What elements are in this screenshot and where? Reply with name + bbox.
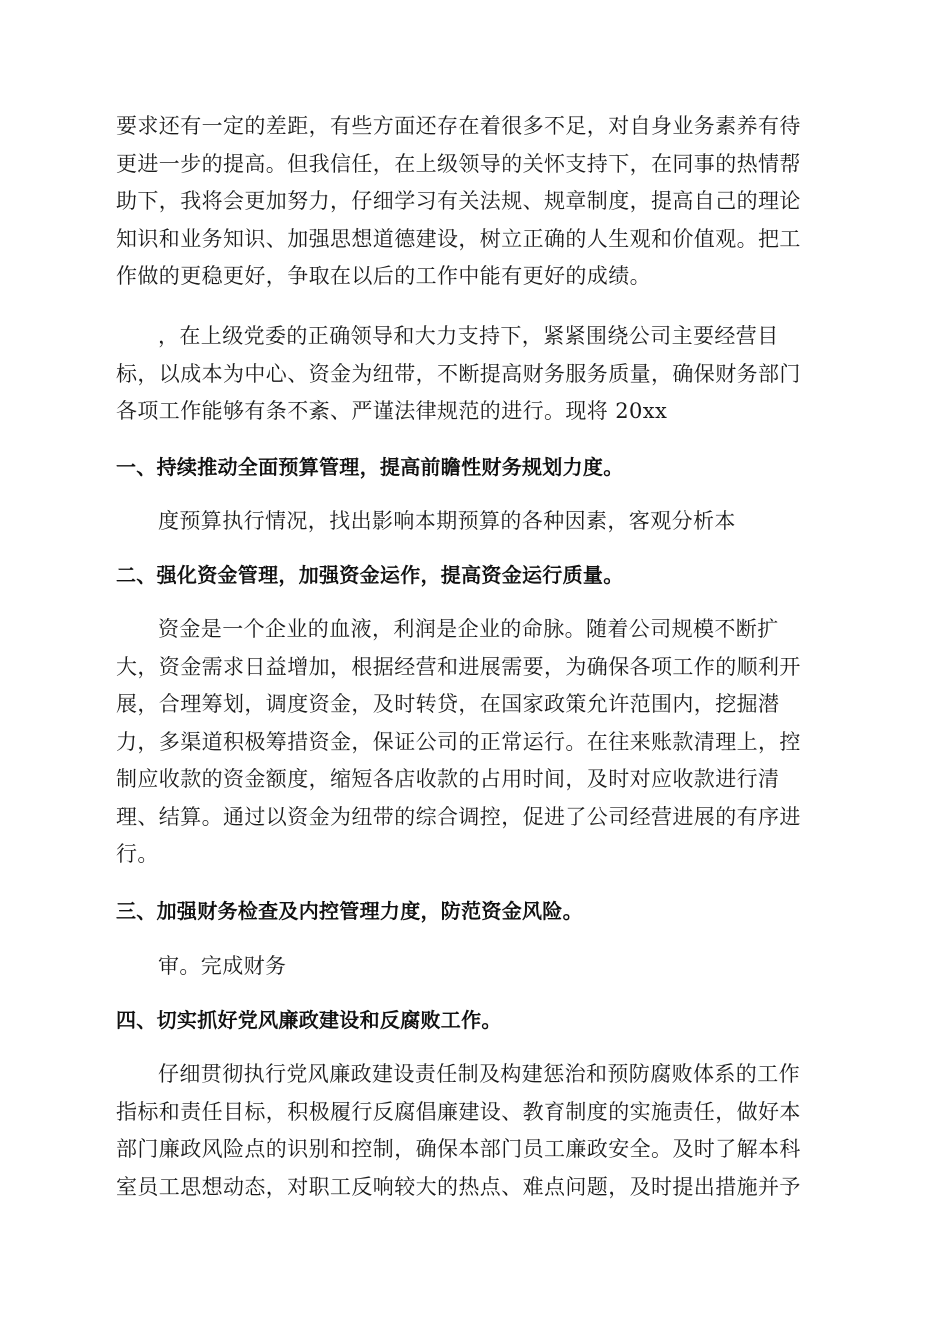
paragraph-6 (116, 1056, 832, 1206)
section-heading-2: 二、强化资金管理，加强资金运作，提高资金运行质量。 (116, 563, 624, 587)
paragraph-line: 大，资金需求日益增加，根据经营和进展需要，为确保各项工作的顺利开 (116, 654, 801, 679)
paragraph-line: 指标和责任目标，积极履行反腐倡廉建设、教育制度的实施责任，做好本 (116, 1099, 801, 1124)
paragraph-4 (116, 611, 832, 874)
paragraph-line: 仔细贯彻执行党风廉政建设责任制及构建惩治和预防腐败体系的工作 (158, 1062, 800, 1086)
paragraph-line: 标，以成本为中心、资金为纽带，不断提高财务服务质量，确保财务部门 (116, 361, 801, 386)
paragraph-line: 更进一步的提高。但我信任，在上级领导的关怀支持下，在同事的热情帮 (116, 151, 801, 176)
paragraph-5 (116, 948, 832, 986)
paragraph-line: 展，合理筹划，调度资金，及时转贷，在国家政策允许范围内，挖掘潜 (116, 692, 780, 716)
paragraph-line: 制应收款的资金额度，缩短各店收款的占用时间，及时对应收款进行清 (116, 767, 780, 791)
paragraph-line: 理、结算。通过以资金为纽带的综合调控，促进了公司经营进展的有序进 (116, 804, 801, 829)
paragraph-line: 部门廉政风险点的识别和控制，确保本部门员工廉政安全。及时了解本科 (116, 1137, 801, 1161)
paragraph-line: ，在上级党委的正确领导和大力支持下，紧紧围绕公司主要经营目 (158, 324, 779, 348)
paragraph-line: 审。完成财务 (158, 954, 287, 978)
paragraph-line: 室员工思想动态，对职工反响较大的热点、难点问题，及时提出措施并予 (116, 1174, 801, 1199)
section-heading-4: 四、切实抓好党风廉政建设和反腐败工作。 (116, 1008, 502, 1032)
paragraph-2 (116, 318, 832, 431)
paragraph-3 (116, 503, 832, 541)
paragraph-line: 助下，我将会更加努力，仔细学习有关法规、规章制度，提高自己的理论 (116, 189, 801, 213)
paragraph-line: 行。 (116, 842, 159, 866)
paragraph-line: 各项工作能够有条不紊、严谨法律规范的进行。现将 20xx (116, 399, 668, 423)
paragraph-line: 力，多渠道积极筹措资金，保证公司的正常运行。在往来账款清理上，控 (116, 729, 801, 754)
paragraph-1 (116, 108, 832, 296)
paragraph-line: 作做的更稳更好，争取在以后的工作中能有更好的成绩。 (116, 264, 651, 288)
section-heading-3: 三、加强财务检查及内控管理力度，防范资金风险。 (116, 899, 583, 923)
paragraph-line: 要求还有一定的差距，有些方面还存在着很多不足，对自身业务素养有待 (116, 114, 801, 138)
paragraph-line: 资金是一个企业的血液，利润是企业的命脉。随着公司规模不断扩 (158, 617, 779, 641)
section-heading-1: 一、持续推动全面预算管理，提高前瞻性财务规划力度。 (116, 455, 624, 479)
paragraph-line: 度预算执行情况，找出影响本期预算的各种因素，客观分析本 (158, 509, 736, 533)
paragraph-line: 知识和业务知识、加强思想道德建设，树立正确的人生观和价值观。把工 (116, 226, 801, 251)
